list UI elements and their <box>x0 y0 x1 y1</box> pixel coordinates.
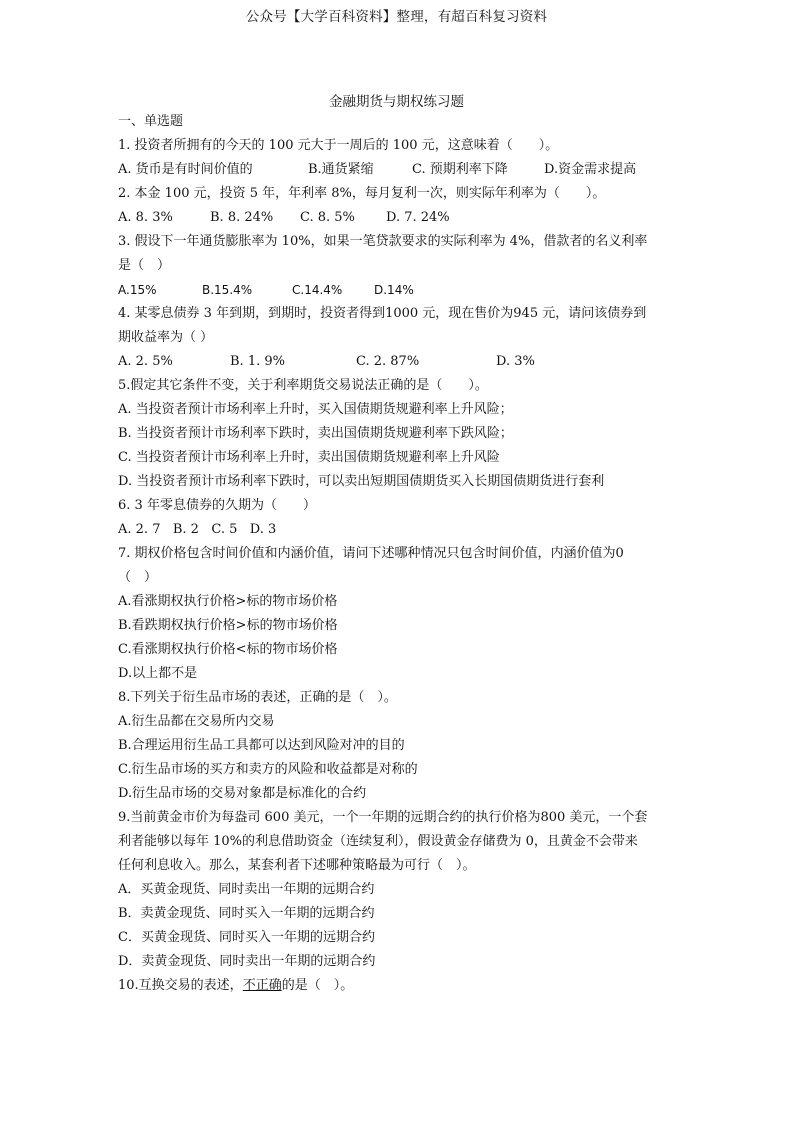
question-3-text-line-2: 是（ ） <box>118 258 171 273</box>
option-a: A. 8. 3% <box>118 210 173 225</box>
option-b: B.15.4% <box>202 283 253 297</box>
question-3-text-line-1: 3. 假设下一年通货膨胀率为 10%，如果一笔贷款要求的实际利率为 4%，借款者的名义利率 <box>118 234 648 249</box>
question-2-options <box>118 206 688 230</box>
option-a: A. 货币是有时间价值的 <box>118 162 253 177</box>
option-d: D．卖黄金现货、同时卖出一年期的远期合约 <box>118 954 376 969</box>
option-c: C.看涨期权执行价格<标的物市场价格 <box>118 642 338 657</box>
option-d: D.14% <box>374 283 414 297</box>
page-title: 金融期货与期权练习题 <box>329 94 464 110</box>
option-a: A.衍生品都在交易所内交易 <box>118 714 275 729</box>
question-7-text-line-2: （ ） <box>118 570 158 585</box>
option-c: C．买黄金现货、同时买入一年期的远期合约 <box>118 930 375 945</box>
option-b: B. 1. 9% <box>230 354 285 369</box>
option-b: B．卖黄金现货、同时买入一年期的远期合约 <box>118 906 375 921</box>
option-b: B. 8. 24% <box>210 210 274 225</box>
option-c: C. 当投资者预计市场利率上升时，卖出国债期货规避利率上升风险 <box>118 450 500 465</box>
question-10-suffix: 的是（ ）。 <box>281 978 354 993</box>
question-8-text: 8.下列关于衍生品市场的表述，正确的是（ ）。 <box>118 690 397 705</box>
question-4-options <box>118 350 688 374</box>
question-4-text-line-2: 期收益率为（ ） <box>118 330 214 345</box>
question-9-text-line-2: 利者能够以每年 10%的利息借助资金（连续复利），假设黄金存储费为 0，且黄金不会带来 <box>118 834 638 849</box>
option-b: B.通货紧缩 <box>308 162 374 177</box>
option-a: A. 当投资者预计市场利率上升时，买入国债期货规避利率上升风险； <box>118 402 513 417</box>
option-d: D. 当投资者预计市场利率下跌时，可以卖出短期国债期货买入长期国债期货进行套利 <box>118 474 605 489</box>
question-6-options: A. 2. 7 B. 2 C. 5 D. 3 <box>118 522 277 537</box>
option-c: C. 2. 87% <box>356 354 420 369</box>
option-d: D.衍生品市场的交易对象都是标准化的合约 <box>118 786 367 801</box>
option-a: A.看涨期权执行价格>标的物市场价格 <box>118 594 338 609</box>
option-d: D. 7. 24% <box>386 210 450 225</box>
option-a: A. 2. 5% <box>118 354 173 369</box>
option-d: D.资金需求提高 <box>544 162 637 177</box>
option-d: D.以上都不是 <box>118 666 198 681</box>
question-list <box>118 110 688 998</box>
question-1-options <box>118 158 688 182</box>
question-9-text-line-3: 任何利息收入。那么，某套利者下述哪种策略最为可行（ ）。 <box>118 858 476 873</box>
option-a: A．买黄金现货、同时卖出一年期的远期合约 <box>118 882 375 897</box>
option-c: C. 8. 5% <box>300 210 355 225</box>
question-4-text-line-1: 4. 某零息债券 3 年到期，到期时，投资者得到1000 元，现在售价为945 元，请问该债券到 <box>118 306 647 321</box>
option-c: C. 预期利率下降 <box>412 162 508 177</box>
option-d: D. 3% <box>496 354 535 369</box>
question-10-text <box>118 974 688 998</box>
question-1-text: 1. 投资者所拥有的今天的 100 元大于一周后的 100 元，这意味着（ ）。 <box>118 138 559 153</box>
option-b: B.看跌期权执行价格>标的物市场价格 <box>118 618 338 633</box>
question-5-text: 5.假定其它条件不变，关于利率期货交易说法正确的是（ ）。 <box>118 378 488 393</box>
question-7-text-line-1: 7. 期权价格包含时间价值和内涵价值，请问下述哪种情况只包含时间价值，内涵价值为0 <box>118 546 624 561</box>
question-2-text: 2. 本金 100 元，投资 5 年，年利率 8%，每月复利一次，则实际年利率为（ ）。 <box>118 186 606 201</box>
question-3-options <box>118 278 688 302</box>
option-c: C.14.4% <box>292 283 343 297</box>
option-b: B.合理运用衍生品工具都可以达到风险对冲的目的 <box>118 738 405 753</box>
option-a: A.15% <box>118 283 157 297</box>
question-6-text: 6. 3 年零息债券的久期为（ ） <box>118 498 316 513</box>
section-heading: 一、单选题 <box>118 114 184 129</box>
option-b: B. 当投资者预计市场利率下跌时，卖出国债期货规避利率下跌风险； <box>118 426 513 441</box>
question-10-prefix: 10.互换交易的表述， <box>118 978 243 993</box>
page-header-note: 公众号【大学百科资料】整理，有超百科复习资料 <box>245 9 548 25</box>
option-c: C.衍生品市场的买方和卖方的风险和收益都是对称的 <box>118 762 418 777</box>
question-10-underlined-word: 不正确 <box>242 978 282 993</box>
question-9-text-line-1: 9.当前黄金市价为每盎司 600 美元，一个一年期的远期合约的执行价格为800 美元，一个套 <box>118 810 648 825</box>
